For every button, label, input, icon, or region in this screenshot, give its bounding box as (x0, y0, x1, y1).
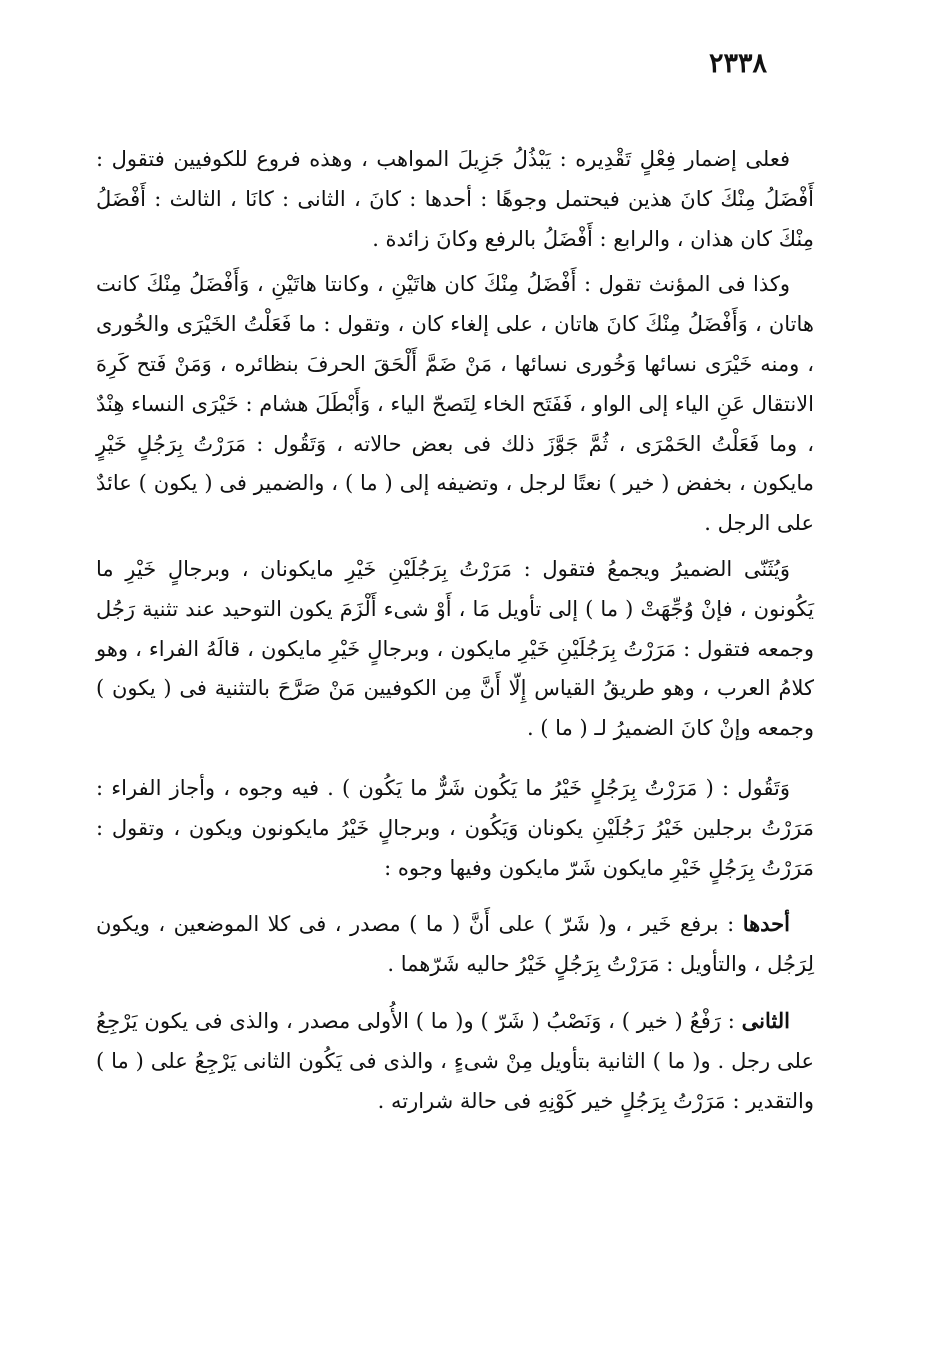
paragraph-text: : رَفْعُ ( خير ) ، وَنَصْبُ ( شَرّ ) و( ما ) الأُولى مصدر ، والذى فى يكون يَرْجِعُ على رجل . و( ما ) الثانية بتأويل مِنْ شىءٍ ، والذى فى يَكُون الثانى يَرْجِعُ على ( ما ) والتقدير : مَرَرْتُ بِرَجُلٍ خير كَوْنِهِ فى حالة شرارته . (96, 1008, 814, 1113)
paragraph-lead-word: أحدها (742, 911, 790, 937)
paragraph-1 (96, 140, 814, 259)
paragraph-text: وَتَقُول : ( مَرَرْتُ بِرَجُلٍ خَيْرُ ما يَكُون شَرٌّ ما يَكُون ) . فيه وجوه ، وأجاز الفراء : مَرَرْتُ برجلين خَيْرُ رَجُلَيْنِ يكونان وَيَكُون ، وبرجالٍ خَيْرُ مايكونون ويكون ، وتقول : مَرَرْتُ بِرَجُلٍ خَيْرِ مايكون شَرّ مايكون وفيها وجوه : (96, 775, 814, 880)
paragraph-text: فعلى إضمار فِعْلٍ تَقْدِيره : يَبْذُلُ جَزِيلَ المواهب ، وهذه فروع للكوفيين فتقول : أَفْضَلُ مِنْكَ كانَ هذين فيحتمل وجوهًا : أحدها : كانَ ، الثانى : كانَا ، الثالث : أَفْضَلُ مِنْكَ كان هذان ، والرابع : أَفْضَلُ بالرفع وكانَ زائدة . (96, 147, 814, 251)
paragraph-text: : برفع خَير ، و( شَرّ ) على أَنَّ ( ما ) مصدر ، فى كلا الموضعين ، ويكون لِرَجُل ، والتأويل : مَرَرْتُ بِرَجُلٍ خَيْرُ حاليه شَرّهما . (96, 912, 814, 977)
paragraph-2 (96, 265, 814, 544)
paragraph-4 (96, 769, 814, 888)
paragraph-text: وَيُثَنّى الضميرُ ويجمعُ فتقول : مَرَرْتُ بِرَجُلَيْنِ خَيْرِ مايكونان ، وبرجالٍ خَيْرِ ما يَكُونون ، فإنْ وُجِّهَتْ ( ما ) إلى تأويل مَا ، أَوْ شىء أَلْزَمَ يكون التوحيد عند تثنية رَجُل وجمعه فتقول : مَرَرْتُ بِرَجُلَيْنِ خَيْرِ مايكون ، وبرجالٍ خَيْرِ مايكون ، قالَهُ الفراء ، وهو كلامُ العرب ، وهو طريقُ القياس إِلّا أَنَّ مِن الكوفيين مَنْ صَرَّحَ بالتثنية فى ( يكون ) وجمعه وإنْ كانَ الضميرُ لـ ( ما ) . (96, 556, 814, 741)
page-number: ٢٣٣٨ (708, 48, 767, 79)
paragraph-5 (96, 904, 814, 985)
paragraph-text: وكذا فى المؤنث تقول : أَفْضَلُ مِنْكَ كان هاتَيْنِ ، وكانتا هاتَيْنِ ، وَأَفْضَلُ مِنْكَ كانت هاتان ، وَأَفْضَلُ مِنْكَ كانَ هاتان ، على إلغاء كان ، وتقول : ما فَعَلْتُ الخَيْرَى والخُورى ، ومنه خَيْرَى نسائها وَخُورى نسائها ، مَنْ ضَمَّ أَلْحَقَ الحرفَ بنظائره ، وَمَنْ فَتح كَرِهَ الانتقال عَنِ الياء إلى الواو ، فَفَتَح الخاء لِتَصحّ الياء ، وَأَبْطَلَ هشام : خَيْرَى النساء هِنْدٌ ، وما فَعَلْتُ الحَمْرَى ، ثُمَّ جَوَّزَ ذلك فى بعض حالاته ، وَتَقُول : مَرَرْتُ بِرَجُلٍ خَيْرٍ مايكون ، بخفض ( خير ) نعتًا لرجل ، وتضيفه إلى ( ما ) ، والضمير فى ( يكون ) عائدٌ على الرجل . (96, 272, 814, 536)
paragraph-lead-word: الثانى (741, 1007, 790, 1033)
body-text (96, 140, 814, 1121)
paragraph-6 (96, 1001, 814, 1121)
paragraph-3 (96, 550, 814, 749)
